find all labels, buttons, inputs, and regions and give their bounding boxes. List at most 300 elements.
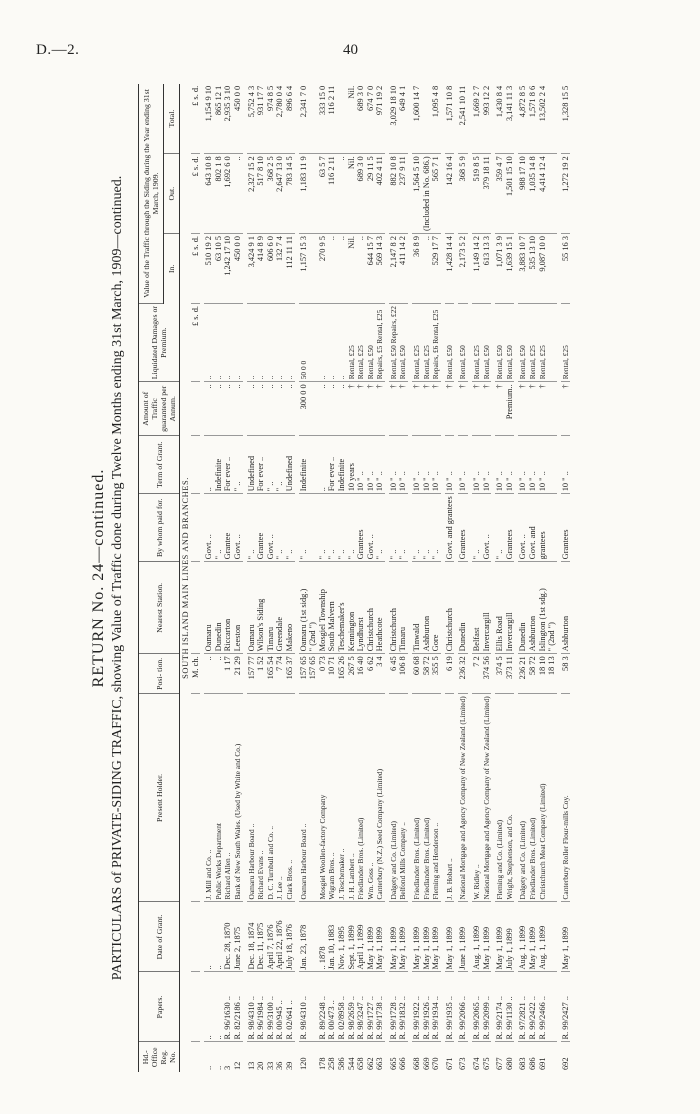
cell-out (547, 154, 557, 234)
cell-paid-for: Grantee (223, 494, 233, 562)
table-row (482, 84, 492, 1072)
cell-total: 865 12 1 (214, 84, 224, 154)
cell-reg-no: 20 (256, 1061, 266, 1070)
cell-papers: R. 82/2186 .. (233, 972, 243, 1042)
cell-damages: .. (204, 304, 214, 382)
cell-in: 1,157 15 3 (299, 234, 309, 304)
cell-damages: Rental, £50 (482, 304, 492, 382)
cell-reg-no: 692 (560, 1057, 570, 1070)
table-row (547, 84, 557, 1072)
cell-position: 374 5 (495, 654, 505, 694)
cell-out: 1,564 5 10 (412, 154, 422, 234)
cell-damages: .. (337, 304, 347, 382)
cell-paid-for: " .. (318, 494, 328, 562)
cell-date: May 1, 1899 (482, 902, 492, 972)
cell-holder: J. H. Lambert .. (347, 694, 357, 902)
traffic-table (138, 84, 570, 1072)
col-term: Term of Grant. (139, 436, 180, 494)
cell-in: 1,428 14 4 (445, 234, 455, 304)
cell-total (337, 84, 347, 154)
cell-total (422, 84, 432, 154)
cell-date: Nov. 1, 1895 (337, 902, 347, 972)
cell-reg-no: 12 (232, 1061, 242, 1070)
cell-paid-for (547, 494, 557, 562)
cell-position: 157 65 (299, 654, 309, 694)
cell-term: 10 " .. (561, 436, 571, 494)
table-row (214, 84, 224, 1072)
cell-total: 896 6 4 (285, 84, 295, 154)
cell-in: 529 17 7 (431, 234, 441, 304)
cell-station: Riccarton (223, 562, 233, 654)
unit-damages: £ s. d. (191, 304, 201, 382)
table-row (266, 84, 276, 1072)
cell-total: 974 8 5 (266, 84, 276, 154)
cell-papers (547, 972, 557, 1042)
cell-papers: R. 99/2099 .. (482, 972, 492, 1042)
cell-total: 2,935 3 10 (223, 84, 233, 154)
cell-position: 18 10 (538, 654, 548, 694)
cell-reg-no: 120 (298, 1057, 308, 1070)
cell-position: 58 72 (528, 654, 538, 694)
cell-in: 535 13 10 (528, 234, 538, 304)
cell-holder: Wright, Stephenson, and Co. (505, 694, 515, 902)
table-row (445, 84, 455, 1072)
cell-total (308, 84, 318, 154)
cell-position: 60 68 (412, 654, 422, 694)
cell-term: For ever .. (327, 436, 337, 494)
table-row (308, 84, 318, 1072)
document-code: D.—2. (36, 42, 80, 58)
cell-papers: R. 99/1738 .. (375, 972, 385, 1042)
cell-paid-for: " .. (214, 494, 224, 562)
cell-position: .. (214, 654, 224, 694)
cell-reg-no: 258 (327, 1057, 337, 1070)
cell-total: 2,341 7 0 (299, 84, 309, 154)
cell-position: 21 29 (233, 654, 243, 694)
cell-out: 402 4 11 (375, 154, 385, 234)
cell-date: Sept. 1, 1899 (347, 902, 357, 972)
cell-date: May 1, 1899 (561, 902, 571, 972)
table-row (275, 84, 285, 1072)
cell-out: 4,414 12 4 (538, 154, 548, 234)
cell-damages: Rental, £25 (356, 304, 366, 382)
cell-total: 116 2 11 (327, 84, 337, 154)
cell-station: Ashburton (561, 562, 571, 654)
cell-reg-no: 683 (518, 1057, 528, 1070)
cell-in: 1,639 15 1 (505, 234, 515, 304)
cell-damages: .. (256, 304, 266, 382)
table-row (431, 84, 441, 1072)
cell-holder: Oamaru Harbour Board .. (299, 694, 309, 902)
table-row (538, 84, 548, 1072)
cell-term: 10 " .. (518, 436, 528, 494)
cell-damages: Rental, £50 (458, 304, 468, 382)
table-row (247, 84, 257, 1072)
cell-paid-for: " .. (327, 494, 337, 562)
cell-reg-no: 673 (458, 1057, 468, 1070)
cell-reg-no: 544 (346, 1057, 356, 1070)
cell-out: 2,327 15 2 (247, 154, 257, 234)
cell-holder: J. B. Hobart .. (445, 694, 455, 902)
cell-date: May 1, 1899 (389, 902, 399, 972)
cell-position: 1 17 (223, 654, 233, 694)
cell-term: " .. (275, 436, 285, 494)
cell-station: Invercargill (505, 562, 515, 654)
cell-damages: .. (247, 304, 257, 382)
cell-holder: Canterbury (N.Z.) Seed Company (Limited) (375, 694, 385, 902)
cell-paid-for: " .. (285, 494, 295, 562)
cell-guaranteed: .. (247, 382, 257, 436)
cell-total: 1,669 2 7 (472, 84, 482, 154)
cell-station: Ashburton (422, 562, 432, 654)
cell-out: 237 9 11 (398, 154, 408, 234)
cell-date: .. 1878 (318, 902, 328, 972)
cell-date: May 1, 1899 (445, 902, 455, 972)
unit-out: £ s. d. (191, 154, 201, 234)
cell-term: 10 " .. (505, 436, 515, 494)
cell-position: 374 56 (482, 654, 492, 694)
cell-damages: Rental, £25 (422, 304, 432, 382)
cell-station: Ashburton (528, 562, 538, 654)
col-position: Posi- tion. (139, 654, 180, 694)
cell-holder: Fleming and Co. (Limited) (495, 694, 505, 902)
cell-papers: R. 99/1922 .. (412, 972, 422, 1042)
cell-paid-for: Grantee (256, 494, 266, 562)
cell-date: May 1, 1899 (528, 902, 538, 972)
cell-total: 2,780 0 4 (275, 84, 285, 154)
cell-out: 368 2 5 (266, 154, 276, 234)
table-row (366, 84, 376, 1072)
cell-reg-no: 178 (317, 1057, 327, 1070)
cell-position: 236 21 (518, 654, 528, 694)
cell-papers: R. 00/945 .. (275, 972, 285, 1042)
cell-in: 510 19 2 (204, 234, 214, 304)
cell-holder: J. Teschemaker .. (337, 694, 347, 902)
cell-damages: .. (214, 304, 224, 382)
cell-date: May 1, 1899 (366, 902, 376, 972)
cell-papers (308, 972, 318, 1042)
cell-damages: .. (285, 304, 295, 382)
cell-total: 1,571 8 6 (528, 84, 538, 154)
cell-papers: R. 99/2065 .. (472, 972, 482, 1042)
cell-date: Aug. 1, 1899 (472, 902, 482, 972)
cell-total: 649 4 1 (398, 84, 408, 154)
cell-out: 368 5 9 (458, 154, 468, 234)
cell-reg-no: 674 (472, 1057, 482, 1070)
cell-holder: Clark Bros. .. (285, 694, 295, 902)
cell-papers: R. 99/2174 .. (495, 972, 505, 1042)
cell-date: May 1, 1899 (422, 902, 432, 972)
cell-out: 802 1 8 (214, 154, 224, 234)
cell-damages: .. (223, 304, 233, 382)
cell-out: .. (337, 154, 347, 234)
cell-position: .. (204, 654, 214, 694)
table-row (318, 84, 328, 1072)
cell-paid-for (308, 494, 318, 562)
cell-term: Undefined (285, 436, 295, 494)
cell-reg-no: 665 (388, 1057, 398, 1070)
table-title: PARTICULARS of PRIVATE-SIDING TRAFFIC, showing Value of Traffic done during Twelve Months ending 31st March, 1909—continued. (110, 175, 125, 981)
cell-papers: R. 99/1727 .. (366, 972, 376, 1042)
cell-guaranteed: † (412, 382, 422, 436)
cell-guaranteed: † (482, 382, 492, 436)
cell-in: 3,883 10 7 (518, 234, 528, 304)
cell-position: 1 52 (256, 654, 266, 694)
col-paid-for: By whom paid for. (139, 494, 180, 562)
cell-in: 2,147 8 2 (389, 234, 399, 304)
cell-holder: W. Ridley .. (472, 694, 482, 902)
cell-damages: Rental, £50 (398, 304, 408, 382)
cell-holder: Fleming and Henderson .. (431, 694, 441, 902)
cell-paid-for: Govt. and grantees (445, 494, 455, 562)
col-total: Total. (164, 84, 180, 154)
cell-guaranteed: † (366, 382, 376, 436)
cell-paid-for: Govt. .. (233, 494, 243, 562)
cell-paid-for: Govt. and (528, 494, 538, 562)
cell-date: June 1, 1899 (458, 902, 468, 972)
cell-station: " (2nd ") (308, 562, 318, 654)
cell-term (547, 436, 557, 494)
cell-term: 10 " .. (472, 436, 482, 494)
cell-position: 267 5 (347, 654, 357, 694)
cell-holder: Canterbury Roller Flour-mills Coy. (561, 694, 571, 902)
cell-holder: Wm. Goss .. (366, 694, 376, 902)
cell-in: 1,242 17 10 (223, 234, 233, 304)
cell-guaranteed: .. (214, 382, 224, 436)
cell-date: May 1, 1899 (398, 902, 408, 972)
cell-guaranteed: † (422, 382, 432, 436)
cell-station: Dunedin (518, 562, 528, 654)
cell-in: 450 0 0 (233, 234, 243, 304)
cell-reg-no (308, 1042, 318, 1072)
cell-out: 63 5 7 (318, 154, 328, 234)
cell-in (308, 234, 318, 304)
cell-reg-no: 686 (528, 1057, 537, 1070)
cell-guaranteed: 300 0 0 (299, 382, 309, 436)
rotated-page-content (90, 78, 690, 1078)
cell-papers: .. (214, 972, 224, 1042)
cell-paid-for: Govt. .. (482, 494, 492, 562)
cell-guaranteed: † (347, 382, 357, 436)
cell-reg-no: 675 (481, 1057, 491, 1070)
cell-out: 988 17 10 (518, 154, 528, 234)
cell-out (308, 154, 318, 234)
cell-in: 132 7 4 (275, 234, 285, 304)
cell-total: 1,095 4 8 (431, 84, 441, 154)
table-row (375, 84, 385, 1072)
cell-guaranteed (547, 382, 557, 436)
cell-out: 882 10 8 (389, 154, 399, 234)
cell-papers: R. 99/1934 .. (431, 972, 441, 1042)
cell-paid-for: " .. (389, 494, 399, 562)
table-row (398, 84, 408, 1072)
cell-papers: R. 97/2821 .. (518, 972, 528, 1042)
cell-term: " .. (266, 436, 276, 494)
cell-in: .. (422, 234, 432, 304)
cell-position: 6 62 (366, 654, 376, 694)
cell-term: Undefined (247, 436, 257, 494)
cell-station: Dunedin (458, 562, 468, 654)
cell-date: May 1, 1899 (412, 902, 422, 972)
cell-term: 10 " .. (366, 436, 376, 494)
cell-date: .. (204, 902, 214, 972)
cell-holder: Belfond Mills Company .. (398, 694, 408, 902)
cell-reg-no: 586 (336, 1057, 346, 1070)
cell-paid-for: " .. (412, 494, 422, 562)
cell-damages: Rental, £25 (538, 304, 548, 382)
cell-damages: Rental, £25 (528, 304, 538, 382)
cell-damages (547, 304, 557, 382)
cell-date (308, 902, 318, 972)
cell-total: 333 15 0 (318, 84, 328, 154)
cell-total: 1,600 14 7 (412, 84, 422, 154)
table-row (233, 84, 243, 1072)
cell-guaranteed: † (431, 382, 441, 436)
table-row (528, 84, 538, 1072)
cell-in: 1,071 3 9 (495, 234, 505, 304)
cell-station: Timaru (398, 562, 408, 654)
cell-station: Mosgiel Township (318, 562, 328, 654)
cell-in: 3,424 9 1 (247, 234, 257, 304)
cell-papers: R. 99/3100 .. (266, 972, 276, 1042)
cell-term: 10 " .. (538, 436, 548, 494)
cell-guaranteed (308, 382, 318, 436)
cell-guaranteed: .. (233, 382, 243, 436)
table-row (327, 84, 337, 1072)
cell-term: 10 " .. (495, 436, 505, 494)
cell-papers: R. 99/1130 .. (505, 972, 515, 1042)
table-row (561, 84, 571, 1072)
cell-total: 993 12 2 (482, 84, 492, 154)
cell-papers: R. 99/1832 .. (398, 972, 408, 1042)
col-station: Nearest Station. (139, 562, 180, 654)
cell-position: 7 2 (472, 654, 482, 694)
cell-reg-no: 691 (537, 1057, 547, 1070)
cell-term: Indefinite (299, 436, 309, 494)
cell-guaranteed: † (561, 382, 571, 436)
cell-position: 58 3 (561, 654, 571, 694)
cell-damages: Rental, £50 (518, 304, 528, 382)
cell-papers: R. 99/2466 .. (538, 972, 548, 1042)
cell-holder: Friedlander Bros. (Limited) (356, 694, 366, 902)
cell-holder: J. Mill and Co. .. (204, 694, 214, 902)
cell-out: 29 11 5 (366, 154, 376, 234)
section-title: SOUTH ISLAND MAIN LINES AND BRANCHES. (181, 477, 190, 679)
cell-holder: National Mortgage and Agency Company of New Zealand (Limited) (458, 694, 468, 902)
cell-total: 4,872 8 5 (518, 84, 528, 154)
cell-station: Belfast (472, 562, 482, 654)
cell-in: 414 8 9 (256, 234, 266, 304)
cell-guaranteed: † (356, 382, 366, 436)
table-row (337, 84, 347, 1072)
cell-station: Oamaru (247, 562, 257, 654)
cell-paid-for: Grantees (505, 494, 515, 562)
cell-damages: Repairs, £5 Rental, £25 (375, 304, 385, 382)
table-row (347, 84, 357, 1072)
cell-out: 2,647 13 0 (275, 154, 285, 234)
cell-holder: Wigram Bros. .. (327, 694, 337, 902)
cell-term: 10 " .. (431, 436, 441, 494)
cell-reg-no: 36 (275, 1061, 285, 1070)
cell-position: 236 32 (458, 654, 468, 694)
cell-total: 1,430 8 4 (495, 84, 505, 154)
cell-total: 674 7 0 (366, 84, 376, 154)
cell-guaranteed: .. (223, 382, 233, 436)
table-row (204, 84, 214, 1072)
cell-reg-no: 669 (421, 1057, 431, 1070)
cell-paid-for: Grantees (356, 494, 366, 562)
cell-damages: .. (233, 304, 243, 382)
cell-total: 689 3 0 (356, 84, 366, 154)
cell-damages: Rental, £25 (347, 304, 357, 382)
cell-term: 10 " .. (398, 436, 408, 494)
cell-guaranteed: † (389, 382, 399, 436)
cell-papers: R. 99/1926 .. (422, 972, 432, 1042)
cell-in: 9,087 10 0 (538, 234, 548, 304)
cell-date: May 1, 1899 (375, 902, 385, 972)
cell-position: 355 5 (431, 654, 441, 694)
cell-papers: R. 02/641 .. (285, 972, 295, 1042)
table-row (223, 84, 233, 1072)
cell-paid-for: Govt. .. (366, 494, 376, 562)
cell-papers: R. 98/4310 .. (299, 972, 309, 1042)
cell-out: 359 4 7 (495, 154, 505, 234)
cell-holder: Richard Evans .. (256, 694, 266, 902)
cell-guaranteed: .. (337, 382, 347, 436)
cell-paid-for: Grantees (458, 494, 468, 562)
cell-paid-for: " .. (247, 494, 257, 562)
cell-position: 165 54 (266, 654, 276, 694)
cell-holder: Christchurch Meat Company (Limited) (538, 694, 548, 902)
cell-reg-no (547, 1042, 557, 1072)
table-row (422, 84, 432, 1072)
cell-term: For ever .. (223, 436, 233, 494)
cell-in: 270 9 5 (318, 234, 328, 304)
cell-damages: Rental, £50 (505, 304, 515, 382)
cell-paid-for: " .. (299, 494, 309, 562)
cell-station: Tinwald (412, 562, 422, 654)
cell-paid-for: " .. (337, 494, 347, 562)
cell-papers: R. 99/1728 .. (389, 972, 399, 1042)
cell-guaranteed: † (528, 382, 538, 436)
cell-in: .. (337, 234, 347, 304)
cell-term (308, 436, 318, 494)
cell-date: Dec. 28, 1870 (223, 902, 233, 972)
cell-guaranteed: † (495, 382, 505, 436)
cell-station: Kennington (347, 562, 357, 654)
cell-out: 689 3 0 (356, 154, 366, 234)
cell-term: 10 " .. (422, 436, 432, 494)
cell-papers: R. 99/2422 .. (528, 972, 538, 1042)
table-row (285, 84, 295, 1072)
cell-position: 6 19 (445, 654, 455, 694)
cell-holder: Richard Allen .. (223, 694, 233, 902)
cell-position: 16 40 (356, 654, 366, 694)
cell-term: 10 " .. (445, 436, 455, 494)
cell-paid-for: " .. (375, 494, 385, 562)
cell-term: " .. (233, 436, 243, 494)
cell-position: 3 4 (375, 654, 385, 694)
cell-paid-for: " .. (495, 494, 505, 562)
cell-in: 36 8 9 (412, 234, 422, 304)
cell-reg-no: .. (204, 1065, 214, 1070)
table-row (356, 84, 366, 1072)
cell-reg-no: 663 (375, 1057, 385, 1070)
cell-station: Makeno (285, 562, 295, 654)
cell-out: 1,692 6 0 (223, 154, 233, 234)
cell-total: 3,141 11 3 (505, 84, 515, 154)
cell-papers: R. 98/2659 .. (347, 972, 357, 1042)
